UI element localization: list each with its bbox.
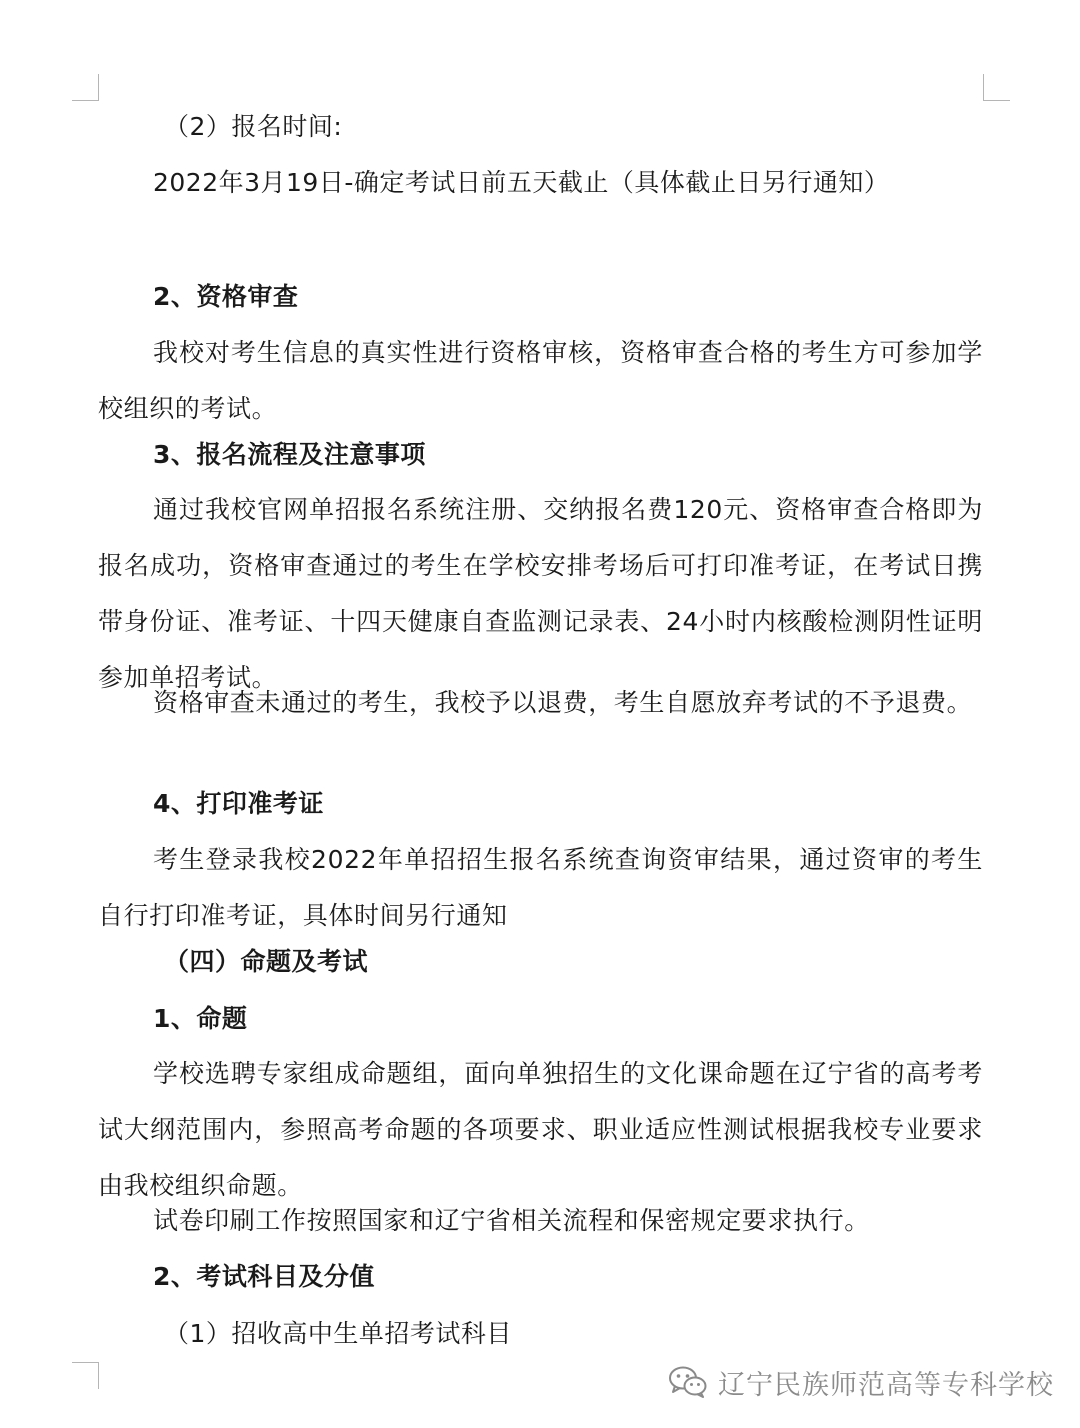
section-4-title: 4、打印准考证 [153,789,324,818]
subsection-1-paragraph-2: 试卷印刷工作按照国家和辽宁省相关流程和保密规定要求执行。 [153,1206,870,1235]
section-2-paragraph: 我校对考生信息的真实性进行资格审核，资格审查合格的考生方可参加学校组织的考试。 [98,338,983,423]
watermark-text: 辽宁民族师范高等专科学校 [718,1369,1054,1401]
registration-time-heading: （2）报名时间: [164,112,343,141]
page-corner-mark-top-right [983,74,1010,101]
page-corner-mark-top-left [72,74,99,101]
registration-time-text: 2022年3月19日-确定考试日前五天截止（具体截止日另行通知） [153,168,890,197]
part-4-title: （四）命题及考试 [164,947,369,976]
section-3-title: 3、报名流程及注意事项 [153,440,426,469]
subsection-1-title: 1、命题 [153,1004,248,1033]
wechat-icon [668,1365,708,1399]
section-3-paragraph-1: 通过我校官网单招报名系统注册、交纳报名费120元、资格审查合格即为报名成功，资格审查通过的考生在学校安排考场后可打印准考证，在考试日携带身份证、准考证、十四天健康自查监测记录表、24小时内核酸检测阴性证明参加单招考试。 [98,495,983,692]
page-corner-mark-bottom-left [72,1362,99,1389]
source-watermark [668,1358,1054,1406]
section-4-paragraph: 考生登录我校2022年单招招生报名系统查询资审结果，通过资审的考生自行打印准考证，具体时间另行通知 [98,845,983,930]
subsection-2-title: 2、考试科目及分值 [153,1262,375,1291]
section-3-paragraph-2: 资格审查未通过的考生，我校予以退费，考生自愿放弃考试的不予退费。 [153,688,973,717]
subsection-1-paragraph-1: 学校选聘专家组成命题组，面向单独招生的文化课命题在辽宁省的高考考试大纲范围内，参照高考命题的各项要求、职业适应性测试根据我校专业要求由我校组织命题。 [98,1059,983,1200]
subsection-2-item-1: （1）招收高中生单招考试科目 [164,1319,512,1348]
section-2-title: 2、资格审查 [153,282,299,311]
